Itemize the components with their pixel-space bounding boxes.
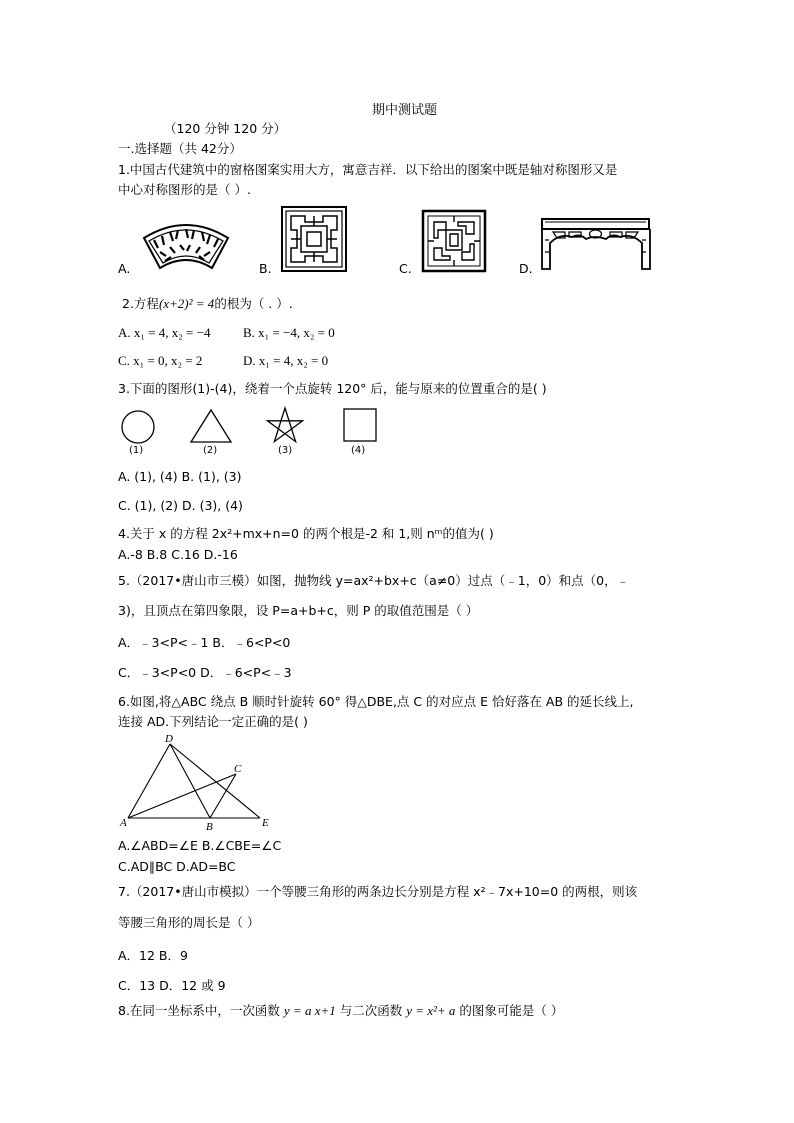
q3-fig-label-3: (3): [278, 445, 293, 456]
q1-option-d-label: D.: [519, 261, 533, 276]
q1-option-b-label: B.: [259, 261, 272, 276]
page-title: 期中测试题: [372, 103, 438, 118]
q8-function-linear: y = a x+1: [283, 1003, 336, 1018]
time-score-info: （120 分钟 120 分）: [164, 121, 287, 136]
q6-point-b: B: [206, 821, 213, 833]
q2-option-b: B. x₁ = −4, x₂ = 0: [243, 325, 335, 340]
q8-stem-post: 的图象可能是（ ）: [455, 1003, 564, 1018]
q8-stem: [118, 1004, 563, 1018]
q3-figure-star: [266, 407, 304, 443]
q2-stem-post: 的根为（ . ）.: [214, 296, 293, 311]
q1-line2: 中心对称图形的是（ ）.: [118, 182, 251, 197]
q8-stem-mid: 与二次函数: [335, 1003, 407, 1018]
q7-options-ab: A．12 B．9: [118, 948, 188, 963]
q5-options-cd: C．﹣3<P<0 D．﹣6<P<﹣3: [118, 665, 292, 680]
q3-options-ab: A. (1), (4) B. (1), (3): [118, 469, 242, 484]
q6-point-e: E: [262, 817, 269, 829]
q1-figure-c: [422, 210, 486, 272]
q6-line1: 6.如图,将△ABC 绕点 B 顺时针旋转 60° 得△DBE,点 C 的对应点 E 恰好落在 AB 的延长线上,: [118, 694, 634, 709]
q2-option-a: A. x₁ = 4, x₂ = −4: [118, 325, 211, 340]
q3-figure-triangle: [189, 408, 233, 444]
q4-options: A.-8 B.8 C.16 D.-16: [118, 547, 238, 562]
q2-stem: [122, 297, 293, 311]
q1-figure-b: [281, 206, 347, 272]
q3-figure-circle: [120, 409, 156, 445]
q1-option-a-label: A.: [118, 261, 131, 276]
q3-figure-square: [343, 408, 377, 442]
section-heading: 一.选择题（共 42分）: [118, 141, 242, 156]
q3-stem: 3.下面的图形(1)-(4)，绕着一个点旋转 120° 后，能与原来的位置重合的是( ): [118, 381, 547, 396]
q1-figure-d: [541, 218, 650, 270]
q2-option-d: D. x₁ = 4, x₂ = 0: [243, 353, 329, 368]
q1-line1: 1.中国古代建筑中的窗格图案实用大方，寓意吉祥．以下给出的图案中既是轴对称图形又是: [118, 162, 618, 177]
q1-figure-a: [140, 212, 232, 274]
q8-stem-pre: 8.在同一坐标系中，一次函数: [118, 1003, 284, 1018]
q7-line1: 7.（2017•唐山市模拟）一个等腰三角形的两条边长分别是方程 x²﹣7x+10=0 的两根，则该: [118, 884, 638, 899]
q3-fig-label-1: (1): [129, 445, 144, 456]
q6-point-c: C: [234, 763, 242, 775]
q6-figure: [120, 734, 280, 834]
q3-fig-label-4: (4): [351, 445, 366, 456]
q5-line1: 5.（2017•唐山市三模）如图，抛物线 y=ax²+bx+c（a≠0）过点（﹣1，0）和点（0，﹣: [118, 573, 630, 588]
q2-option-c: C. x₁ = 0, x₂ = 2: [118, 353, 203, 368]
q6-point-d: D: [165, 733, 173, 745]
q6-point-a: A: [120, 817, 127, 829]
q6-options-ab: A.∠ABD=∠E B.∠CBE=∠C: [118, 838, 282, 853]
q5-line2: 3)，且顶点在第四象限，设 P=a+b+c，则 P 的取值范围是（ ）: [118, 603, 479, 618]
q7-options-cd: C．13 D．12 或 9: [118, 978, 226, 993]
q2-stem-pre: 2.方程: [122, 296, 159, 311]
q7-line2: 等腰三角形的周长是（ ）: [118, 915, 260, 930]
q4-stem: 4.关于 x 的方程 2x²+mx+n=0 的两个根是-2 和 1,则 nᵐ的值为( ): [118, 526, 494, 541]
q6-line2: 连接 AD.下列结论一定正确的是( ): [118, 714, 308, 729]
q8-function-quadratic: y = x²+ a: [406, 1003, 456, 1018]
q5-options-ab: A．﹣3<P<﹣1 B．﹣6<P<0: [118, 635, 291, 650]
q3-options-cd: C. (1), (2) D. (3), (4): [118, 498, 243, 513]
q3-fig-label-2: (2): [203, 445, 218, 456]
q2-equation: (x+2)² = 4: [158, 296, 215, 311]
q1-option-c-label: C.: [399, 261, 412, 276]
q6-options-cd: C.AD∥BC D.AD=BC: [118, 859, 236, 874]
